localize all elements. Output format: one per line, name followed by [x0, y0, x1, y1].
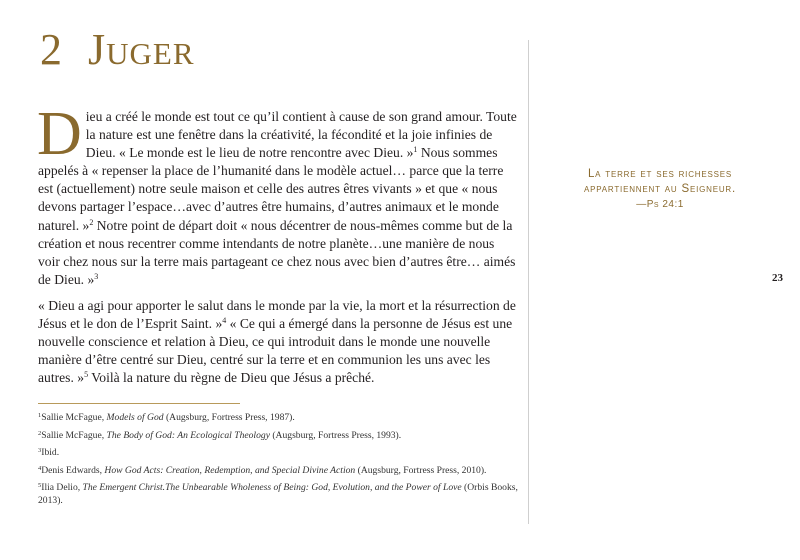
footnote: $^5$Ilia Delio, The Emergent Christ.The Unbearable Wholeness of Being: God, Evolution, and the Power of Love (Orbis Books, 2013).	[38, 482, 518, 506]
chapter-number: 2	[40, 25, 62, 74]
page-number: 23	[772, 272, 783, 284]
paragraph-2-part-1: « Dieu a agi pour apporter le salut dans le monde par la vie, la mort et la résurrection de Jésus et le don de l’Esprit Saint. »	[38, 297, 516, 332]
quote-reference: —Ps 24:1	[636, 199, 684, 210]
footnote-ref-1[interactable]: 1	[413, 145, 418, 155]
drop-cap: D	[37, 100, 82, 168]
paragraph-2-part-2: « Ce qui a émergé dans la personne de Jésus est une nouvelle conscience et relation à Dieu, ce qui introduit dans le monde une nouvelle manière d’être centré sur Dieu, centré sur la terre et en communion les uns avec les autres. »	[38, 316, 513, 386]
paragraph-1	[37, 100, 518, 289]
footnote-ref-4[interactable]: 4	[222, 316, 227, 326]
chapter-title: Juger	[88, 25, 195, 74]
footnote-ref-5[interactable]: 5	[84, 370, 89, 380]
column-divider	[528, 40, 529, 524]
main-text	[37, 100, 518, 395]
footnote: $^1$Sallie McFague, Models of God (Augsburg, Fortress Press, 1987).	[38, 412, 295, 423]
footnote-ref-2[interactable]: 2	[89, 217, 94, 227]
paragraph-2	[38, 297, 518, 387]
chapter-heading	[40, 25, 195, 74]
footnote: $^2$Sallie McFague, The Body of God: An Ecological Theology (Augsburg, Fortress Press, 1993).	[38, 429, 402, 441]
footnotes	[38, 412, 528, 513]
paragraph-1-part-3: Notre point de départ doit « nous décentrer de nous-mêmes comme but de la création et nous recentrer comme intendants de notre planète…une manière de nous voir chez nous sur la terre mais partageant ce chez nous avec bien d’autres être… aimés de Dieu. »	[38, 217, 516, 287]
footnote: $^4$Denis Edwards, How God Acts: Creation, Redemption, and Special Divine Action (Augsburg, Fortress Press, 2010).	[38, 464, 487, 476]
quote-text: La terre et ses richesses appartiennent au Seigneur.	[583, 168, 736, 195]
footnote: $^3$Ibid.	[38, 447, 60, 459]
sidebar-quote	[548, 167, 772, 210]
paragraph-1-part-2: Nous sommes appelés à « repenser la place de l’humanité dans le modèle actuel… parce que la terre est (actuellement) notre seule maison et celle des autres êtres vivants » et que « nous devons partager l’espace…avec d’autres être humains, d’autres animaux et le monde naturel. »	[38, 145, 504, 233]
footnote-ref-3[interactable]: 3	[94, 271, 99, 281]
footnote-divider	[38, 403, 240, 404]
paragraph-1-part-1: ieu a créé le monde est tout ce qu’il contient à cause de son grand amour. Toute la nature est une fenêtre dans la créativité, la fécondité et la joie infinies de Dieu. « Le monde est le lieu de notre rencontre avec Dieu. »	[85, 109, 517, 161]
paragraph-2-part-3: Voilà la nature du règne de Dieu que Jésus a prêché.	[88, 370, 375, 386]
